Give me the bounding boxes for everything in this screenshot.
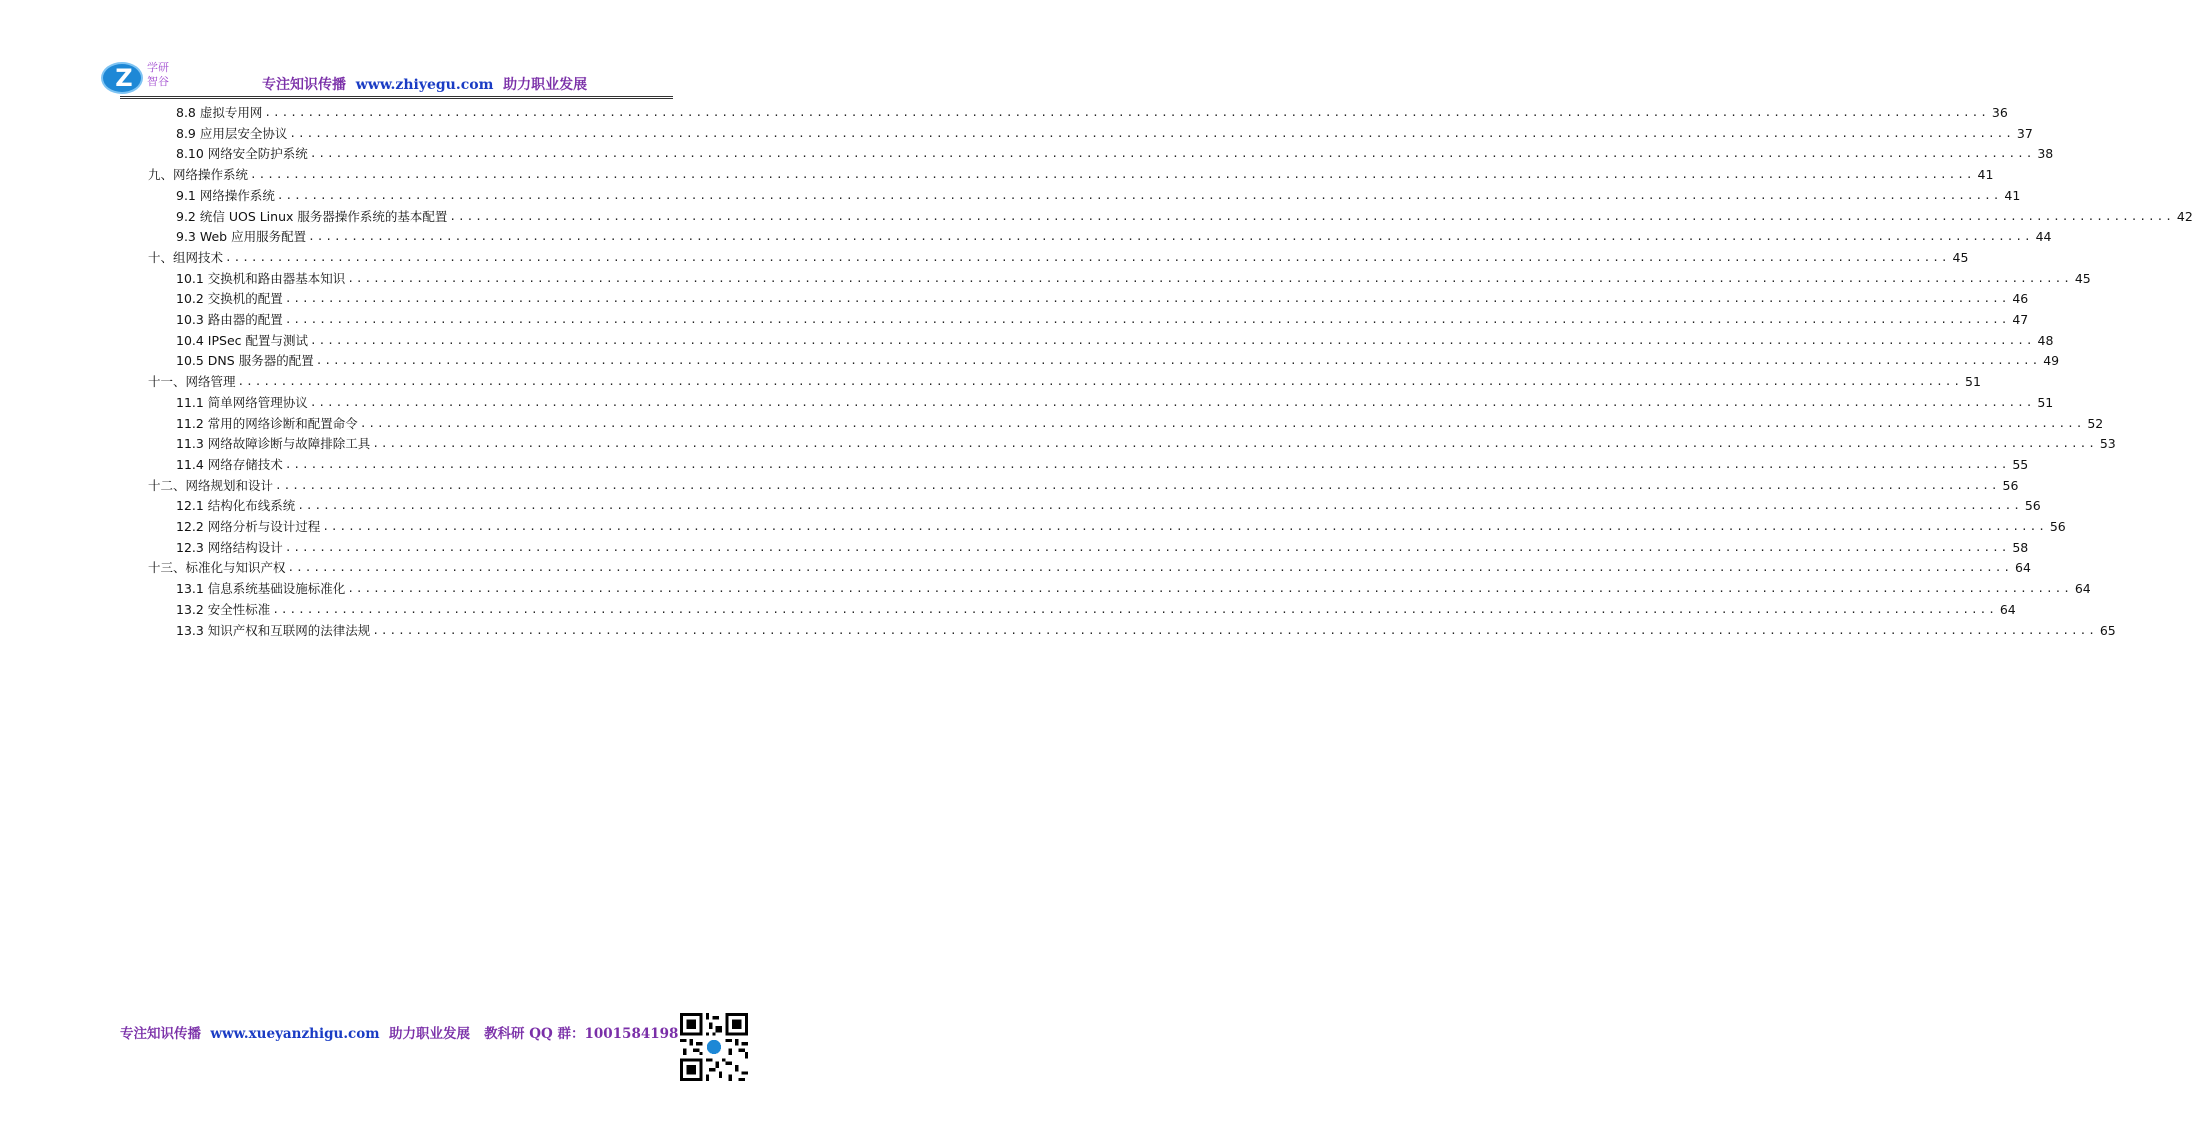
toc-entry-title: 10.3 路由器的配置 bbox=[176, 312, 283, 327]
toc-page-number: 49 bbox=[2043, 353, 2060, 369]
toc-page-number: 56 bbox=[2002, 477, 2019, 493]
toc-page-number: 47 bbox=[2012, 312, 2029, 327]
header-divider-secondary bbox=[120, 98, 673, 99]
toc-section-entry[interactable] bbox=[176, 184, 2021, 204]
toc-section-entry[interactable] bbox=[176, 412, 2104, 432]
toc-entry-title: 10.4 IPSec 配置与测试 bbox=[176, 332, 309, 348]
toc-entry-title: 10.5 DNS 服务器的配置 bbox=[176, 353, 314, 369]
toc-section-entry[interactable] bbox=[176, 619, 2116, 639]
toc-entry-title: 8.8 虚拟专用网 bbox=[176, 105, 263, 120]
toc-section-entry[interactable] bbox=[176, 225, 2052, 245]
toc-entry-title: 11.2 常用的网络诊断和配置命令 bbox=[176, 415, 358, 431]
toc-entry-title: 10.1 交换机和路由器基本知识 bbox=[176, 270, 346, 286]
toc-dot-leader: ........................................................................................................................................................................................................ bbox=[372, 623, 2097, 637]
toc-section-entry[interactable] bbox=[176, 329, 2054, 349]
toc-dot-leader: ........................................................................................................................................................................................................ bbox=[284, 457, 2010, 471]
toc-entry-title: 8.9 应用层安全协议 bbox=[176, 125, 288, 141]
toc-page-number: 38 bbox=[2037, 146, 2054, 162]
toc-page-number: 64 bbox=[1999, 601, 2016, 617]
toc-section-entry[interactable] bbox=[176, 122, 2033, 142]
toc-dot-leader: ........................................................................................................................................................................................................ bbox=[297, 499, 2022, 513]
toc-dot-leader: ........................................................................................................................................................................................................ bbox=[276, 188, 2002, 202]
toc-chapter-entry[interactable] bbox=[148, 246, 1969, 266]
toc-dot-leader: ........................................................................................................................................................................................................ bbox=[308, 230, 2033, 244]
logo-text bbox=[147, 61, 183, 89]
toc-page-number: 45 bbox=[1952, 249, 1969, 265]
toc-page-number: 37 bbox=[2016, 125, 2033, 141]
toc-page-number: 42 bbox=[2176, 208, 2193, 224]
toc-dot-leader: ........................................................................................................................................................................................................ bbox=[287, 561, 2013, 575]
toc-section-entry[interactable] bbox=[176, 349, 2060, 369]
toc-dot-leader: ........................................................................................................................................................................................................ bbox=[284, 313, 2010, 326]
page-header bbox=[262, 74, 588, 94]
header-slogan-left: 专注知识传播 bbox=[262, 77, 346, 93]
toc-page-number: 65 bbox=[2099, 622, 2116, 638]
toc-section-entry[interactable] bbox=[176, 432, 2116, 452]
toc-chapter-entry[interactable] bbox=[148, 163, 1994, 183]
header-divider bbox=[120, 96, 673, 97]
toc-entry-title: 13.3 知识产权和互联网的法律法规 bbox=[176, 622, 371, 638]
toc-dot-leader: ........................................................................................................................................................................................................ bbox=[284, 292, 2010, 306]
toc-page-number: 44 bbox=[2035, 229, 2052, 245]
toc-entry-title: 十一、网络管理 bbox=[148, 374, 236, 390]
toc-page-number: 36 bbox=[1991, 105, 2008, 120]
header-url-link[interactable]: www.zhiyegu.com bbox=[355, 77, 494, 93]
toc-page-number: 51 bbox=[2037, 394, 2054, 410]
toc-section-entry[interactable] bbox=[176, 205, 2193, 225]
header-slogan-right: 助力职业发展 bbox=[503, 77, 588, 93]
toc-section-entry[interactable] bbox=[176, 536, 2029, 556]
toc-page-number: 52 bbox=[2087, 415, 2104, 431]
toc-section-entry[interactable] bbox=[176, 287, 2029, 307]
toc-dot-leader: ........................................................................................................................................................................................................ bbox=[347, 582, 2072, 596]
toc-page-number: 41 bbox=[2004, 187, 2021, 203]
toc-dot-leader: ........................................................................................................................................................................................................ bbox=[359, 416, 2085, 430]
footer-qq-group: 教科研 QQ 群：1001584198 bbox=[484, 1026, 679, 1042]
toc-entry-title: 十二、网络规划和设计 bbox=[148, 477, 274, 493]
toc-page-number: 53 bbox=[2099, 436, 2116, 452]
toc-dot-leader: ........................................................................................................................................................................................................ bbox=[309, 395, 2035, 409]
qr-code-icon bbox=[680, 1013, 748, 1081]
toc-dot-leader: ........................................................................................................................................................................................................ bbox=[272, 602, 1997, 616]
toc-entry-title: 10.2 交换机的配置 bbox=[176, 291, 283, 307]
toc-dot-leader: ........................................................................................................................................................................................................ bbox=[449, 209, 2174, 223]
toc-section-entry[interactable] bbox=[176, 391, 2054, 411]
toc-dot-leader: ........................................................................................................................................................................................................ bbox=[275, 478, 2000, 492]
toc-entry-title: 11.4 网络存储技术 bbox=[176, 456, 283, 472]
toc-section-entry[interactable] bbox=[176, 101, 2008, 121]
toc-dot-leader: ........................................................................................................................................................................................................ bbox=[225, 250, 1950, 264]
toc-dot-leader: ........................................................................................................................................................................................................ bbox=[237, 375, 1963, 389]
toc-entry-title: 12.1 结构化布线系统 bbox=[176, 498, 296, 514]
toc-chapter-entry[interactable] bbox=[148, 556, 2031, 576]
toc-section-entry[interactable] bbox=[176, 453, 2029, 473]
footer-slogan-left: 专注知识传播 bbox=[120, 1026, 201, 1042]
toc-section-entry[interactable] bbox=[176, 598, 2016, 618]
toc-page-number: 56 bbox=[2024, 498, 2041, 514]
footer-url-link[interactable]: www.xueyanzhigu.com bbox=[210, 1026, 380, 1042]
toc-chapter-entry[interactable] bbox=[148, 474, 2019, 494]
toc-page-number: 45 bbox=[2074, 270, 2091, 286]
toc-entry-title: 11.1 简单网络管理协议 bbox=[176, 394, 308, 410]
toc-page-number: 64 bbox=[2074, 581, 2091, 597]
toc-entry-title: 11.3 网络故障诊断与故障排除工具 bbox=[176, 436, 371, 452]
page-footer bbox=[120, 1022, 680, 1042]
toc-section-entry[interactable] bbox=[176, 494, 2041, 514]
toc-dot-leader: ........................................................................................................................................................................................................ bbox=[284, 540, 2010, 554]
toc-entry-title: 13.2 安全性标准 bbox=[176, 601, 271, 617]
toc-dot-leader: ........................................................................................................................................................................................................ bbox=[310, 333, 2035, 347]
toc-entry-title: 十、组网技术 bbox=[148, 249, 224, 265]
toc-entry-title: 12.2 网络分析与设计过程 bbox=[176, 519, 321, 534]
toc-page-number: 58 bbox=[2012, 539, 2029, 555]
toc-page-number: 64 bbox=[2015, 560, 2031, 576]
toc-page-number: 51 bbox=[1965, 374, 1981, 390]
toc-dot-leader: ........................................................................................................................................................................................................ bbox=[289, 126, 2014, 140]
footer-slogan-right: 助力职业发展 bbox=[388, 1026, 470, 1042]
toc-page-number: 56 bbox=[2049, 519, 2066, 534]
logo-text-line1: 学研 bbox=[147, 61, 169, 74]
toc-entry-title: 九、网络操作系统 bbox=[148, 167, 249, 183]
toc-entry-title: 8.10 网络安全防护系统 bbox=[176, 146, 308, 162]
toc-page-number: 48 bbox=[2037, 332, 2054, 348]
toc-entry-title: 9.1 网络操作系统 bbox=[176, 187, 275, 203]
toc-entry-title: 12.3 网络结构设计 bbox=[176, 539, 283, 555]
toc-page-number: 46 bbox=[2012, 291, 2029, 307]
toc-page-number: 55 bbox=[2012, 456, 2029, 472]
toc-section-entry[interactable] bbox=[176, 308, 2029, 328]
toc-section-entry[interactable] bbox=[176, 577, 2091, 597]
toc-section-entry[interactable] bbox=[176, 142, 2054, 162]
toc-chapter-entry[interactable] bbox=[148, 370, 1981, 390]
toc-dot-leader: ........................................................................................................................................................................................................ bbox=[347, 271, 2072, 285]
brand-logo bbox=[101, 58, 183, 98]
toc-dot-leader: ........................................................................................................................................................................................................ bbox=[250, 168, 1975, 182]
toc-entry-title: 13.1 信息系统基础设施标准化 bbox=[176, 581, 346, 597]
logo-z-icon: Z bbox=[101, 62, 143, 94]
toc-entry-title: 9.3 Web 应用服务配置 bbox=[176, 229, 307, 245]
logo-text-line2: 智谷 bbox=[147, 75, 169, 88]
toc-entry-title: 十三、标准化与知识产权 bbox=[148, 560, 286, 576]
toc-dot-leader: ........................................................................................................................................................................................................ bbox=[264, 106, 1989, 119]
toc-dot-leader: ........................................................................................................................................................................................................ bbox=[322, 520, 2047, 533]
toc-page-number: 41 bbox=[1977, 167, 1994, 183]
toc-entry-title: 9.2 统信 UOS Linux 服务器操作系统的基本配置 bbox=[176, 208, 448, 224]
toc-section-entry[interactable] bbox=[176, 515, 2066, 535]
toc-dot-leader: ........................................................................................................................................................................................................ bbox=[309, 147, 2035, 161]
toc-dot-leader: ........................................................................................................................................................................................................ bbox=[372, 437, 2097, 451]
toc-section-entry[interactable] bbox=[176, 267, 2091, 287]
toc-dot-leader: ........................................................................................................................................................................................................ bbox=[315, 354, 2041, 368]
